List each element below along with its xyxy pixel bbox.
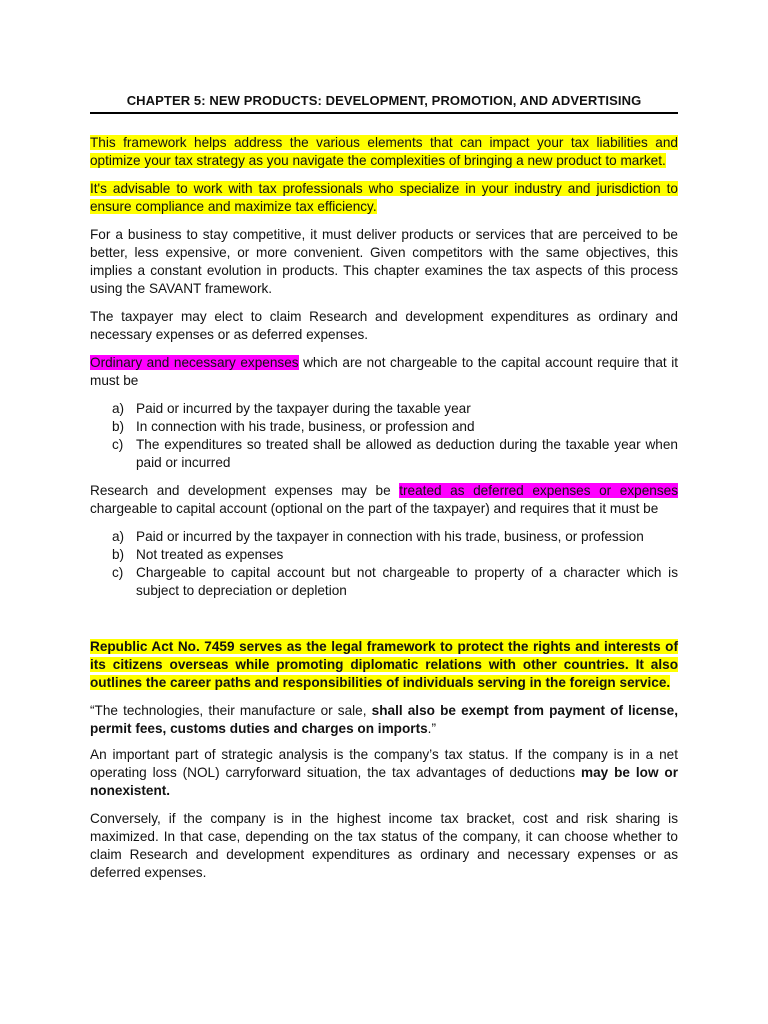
list-item: [112, 436, 678, 472]
list-item-text: Paid or incurred by the taxpayer during the taxable year: [136, 401, 471, 416]
paragraph-framework: [90, 134, 678, 170]
list-marker: a): [112, 529, 125, 544]
bold-text: shall also be exempt from payment of license, permit fees, customs duties and charges on imports: [90, 703, 678, 736]
paragraph-competitive: For a business to stay competitive, it must deliver products or services that are perceived to be better, less expensive, or more convenient. Given competitors with the same objectives, this implies a constant evolution in products. This chapter examines the tax aspects of this process using the SAVANT framework.: [90, 227, 678, 296]
requirements-list-ordinary: [90, 400, 678, 472]
list-item-text: Paid or incurred by the taxpayer in connection with his trade, business, or profession: [136, 529, 644, 544]
list-item-text: Chargeable to capital account but not chargeable to property of a character which is subject to depreciation or depletion: [136, 565, 678, 598]
list-item-text: In connection with his trade, business, or profession and: [136, 419, 475, 434]
paragraph-text: .”: [427, 721, 436, 736]
paragraph-text: Research and development expenses may be: [90, 483, 400, 498]
requirements-list-deferred: [90, 528, 678, 600]
paragraph-text: An important part of strategic analysis is the company’s tax status. If the company is in a net operating loss (NOL) carryforward situation, the tax advantages of deductions: [90, 747, 678, 780]
paragraph-ordinary-expenses: [90, 354, 678, 390]
paragraph-quote: [90, 702, 678, 738]
paragraph-text: which are not chargeable to the capital account require that it must be: [90, 355, 678, 388]
paragraph-elect: The taxpayer may elect to claim Research and development expenditures as ordinary and necessary expenses or as deferred expenses.: [90, 309, 678, 342]
highlighted-text: Ordinary and necessary expenses: [90, 355, 299, 370]
list-item: [112, 400, 678, 418]
paragraph-republic-act: [90, 638, 678, 692]
highlighted-text: This framework helps address the various elements that can impact your tax liabilities and optimize your tax strategy as you navigate the complexities of bringing a new product to market.: [90, 135, 678, 168]
list-item: [112, 564, 678, 600]
paragraph-text: chargeable to capital account (optional on the part of the taxpayer) and requires that it must be: [90, 501, 659, 516]
list-item-text: Not treated as expenses: [136, 547, 284, 562]
list-marker: a): [112, 401, 125, 416]
highlighted-text: Republic Act No. 7459 serves as the legal framework to protect the rights and interests of its citizens overseas while promoting diplomatic relations with other countries. It also outlines the career paths and responsibilities of individuals serving in the foreign service.: [90, 639, 678, 690]
list-marker: b): [112, 547, 125, 562]
list-item: [112, 418, 678, 436]
list-marker: b): [112, 419, 125, 434]
paragraph-conversely: Conversely, if the company is in the highest income tax bracket, cost and risk sharing is maximized. In that case, depending on the tax status of the company, it can choose whether to claim Research and development expenditures as ordinary and necessary expenses or as deferred expenses.: [90, 811, 678, 880]
highlighted-text: treated as deferred expenses or expenses: [399, 483, 678, 498]
title-underline: [90, 112, 678, 114]
paragraph-advisable: [90, 180, 678, 216]
list-item-text: The expenditures so treated shall be allowed as deduction during the taxable year when paid or incurred: [136, 437, 678, 470]
list-item: [112, 528, 678, 546]
paragraph-text: “The technologies, their manufacture or sale,: [90, 703, 372, 718]
paragraph-deferred-expenses: [90, 482, 678, 518]
paragraph-tax-status: [90, 746, 678, 800]
bold-text: may be low or nonexistent.: [90, 765, 678, 798]
list-item: [112, 546, 678, 564]
highlighted-text: It's advisable to work with tax professionals who specialize in your industry and jurisdiction to ensure compliance and maximize tax efficiency.: [90, 181, 678, 214]
list-marker: c): [112, 565, 124, 580]
chapter-title: CHAPTER 5: NEW PRODUCTS: DEVELOPMENT, PROMOTION, AND ADVERTISING: [126, 93, 642, 108]
list-marker: c): [112, 437, 124, 452]
